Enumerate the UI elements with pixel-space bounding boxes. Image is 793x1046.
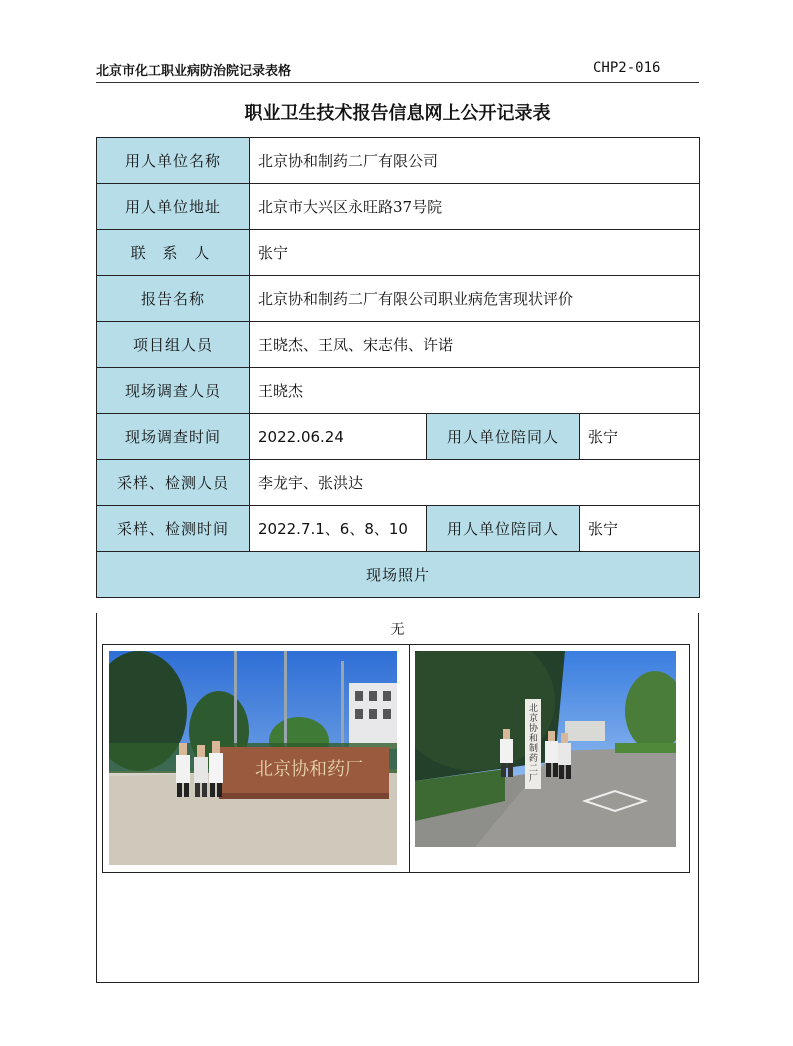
row-unit-name [97,138,700,184]
value-contact: 张宁 [250,230,700,276]
label-contact: 联 系 人 [97,230,250,276]
value-report-name: 北京协和制药二厂有限公司职业病危害现状评价 [250,276,700,322]
form-code: CHP2-016 [593,60,661,76]
value-unit-name: 北京协和制药二厂有限公司 [250,138,700,184]
row-survey-staff [97,368,700,414]
gate-sign-text: 北京协和药厂 [255,759,363,780]
document-title: 职业卫生技术报告信息网上公开记录表 [244,103,551,124]
form-org-header: 北京市化工职业病防治院记录表格 [96,64,292,79]
label-unit-name: 用人单位名称 [97,138,250,184]
value-survey-accompanier: 张宁 [580,414,700,460]
row-report-name [97,276,700,322]
value-unit-address: 北京市大兴区永旺路37号院 [250,184,700,230]
site-photo-gate-image [109,651,397,865]
row-survey-time [97,414,700,460]
photos-frame [102,644,690,873]
value-sampling-accompanier: 张宁 [580,506,700,552]
label-sampling-time: 采样、检测时间 [97,506,250,552]
site-photo-road [415,651,676,847]
site-photo-gate [109,651,397,865]
row-photos-header [97,552,700,598]
label-survey-staff: 现场调查人员 [97,368,250,414]
row-sampling-time [97,506,700,552]
value-sampling-time: 2022.7.1、6、8、10 [250,506,427,552]
value-survey-staff: 王晓杰 [250,368,700,414]
row-sampling-staff [97,460,700,506]
label-sampling-staff: 采样、检测人员 [97,460,250,506]
label-survey-accompanier: 用人单位陪同人 [427,414,580,460]
site-photo-road-image [415,651,676,847]
value-survey-time: 2022.06.24 [250,414,427,460]
photos-divider [409,645,410,872]
label-sampling-accompanier: 用人单位陪同人 [427,506,580,552]
label-survey-time: 现场调查时间 [97,414,250,460]
value-sampling-staff: 李龙宇、张洪达 [250,460,700,506]
row-contact [97,230,700,276]
label-site-photos: 现场照片 [97,552,700,598]
header-divider [96,82,699,83]
label-team-members: 项目组人员 [97,322,250,368]
site-photos-area [96,613,699,983]
row-team-members [97,322,700,368]
record-table [96,137,700,598]
row-unit-address [97,184,700,230]
photos-none-text: 无 [390,622,405,638]
label-report-name: 报告名称 [97,276,250,322]
road-sign-text: 北京协和制药二厂 [529,704,539,784]
value-team-members: 王晓杰、王凤、宋志伟、许诺 [250,322,700,368]
label-unit-address: 用人单位地址 [97,184,250,230]
